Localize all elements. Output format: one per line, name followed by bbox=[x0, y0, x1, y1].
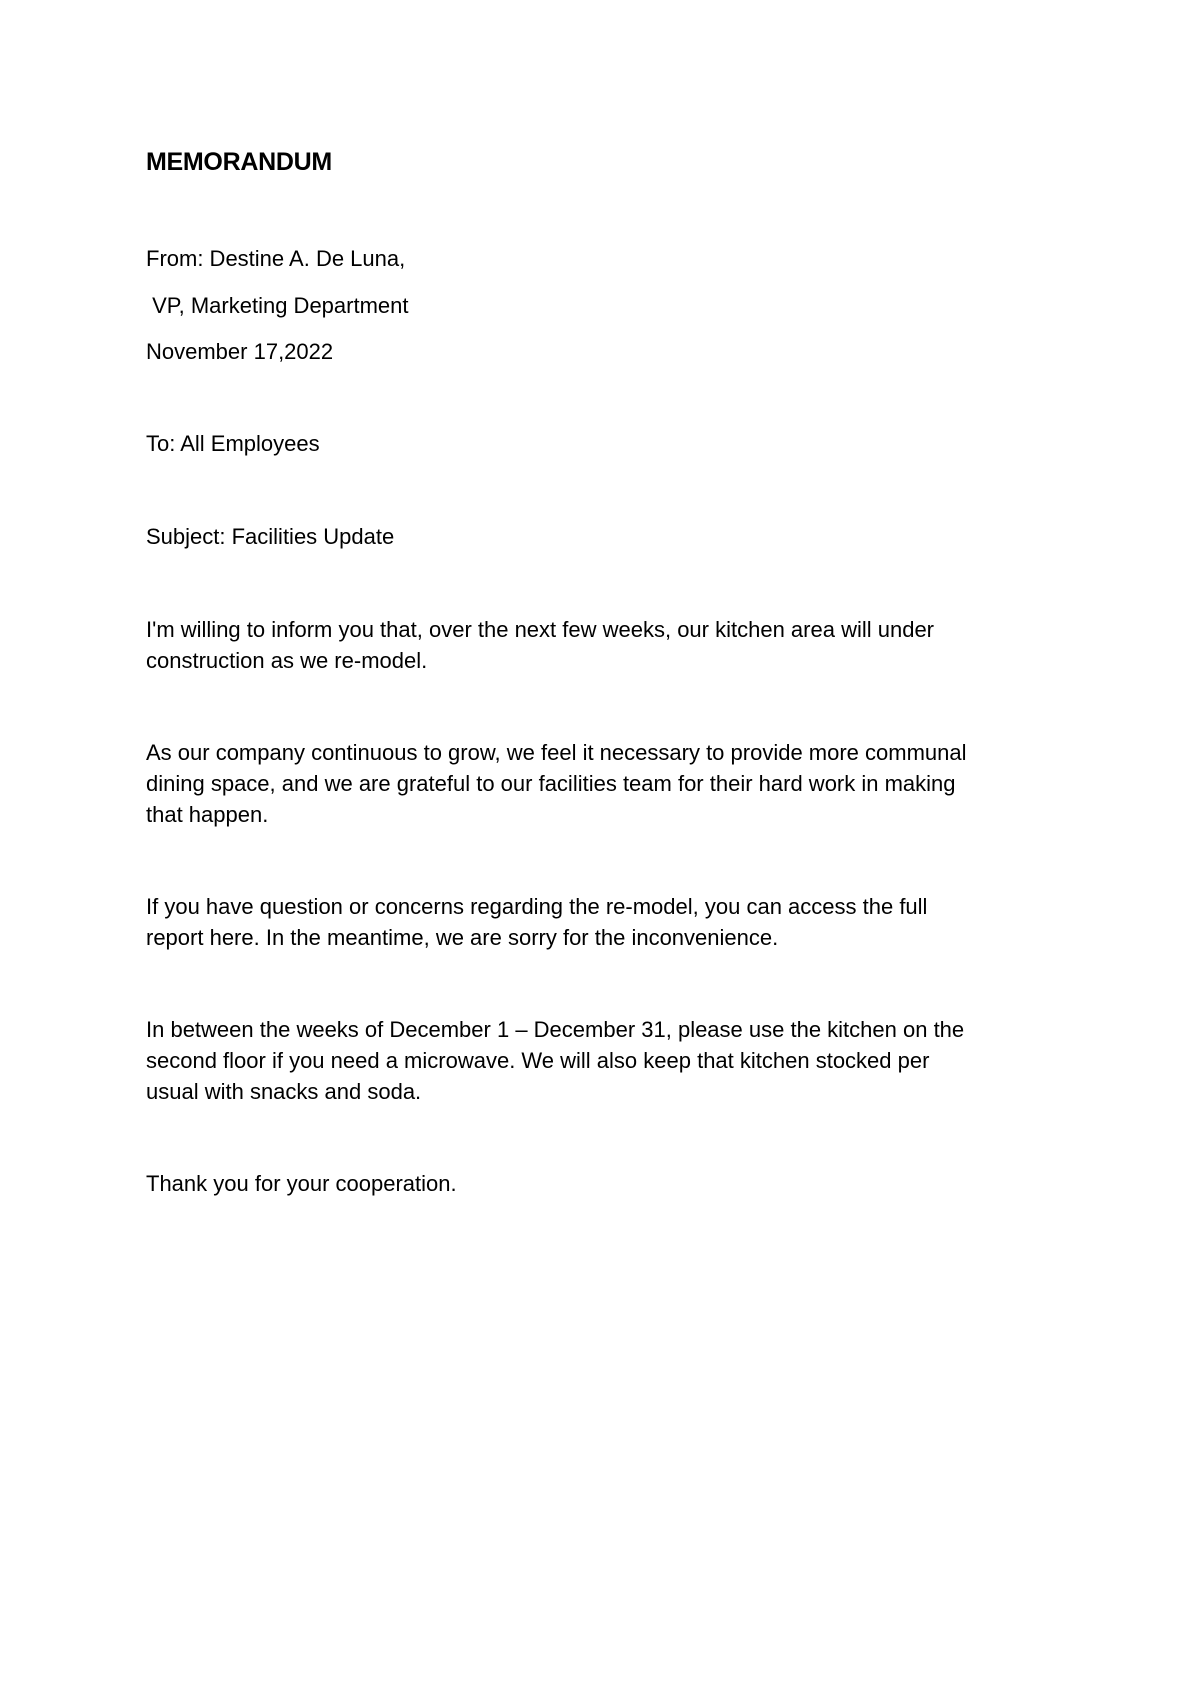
body-paragraph bbox=[146, 891, 1066, 953]
paragraph-line: In between the weeks of December 1 – December 31, please use the kitchen on the bbox=[146, 1017, 965, 1042]
memo-date: November 17,2022 bbox=[146, 339, 334, 364]
paragraph-line: I'm willing to inform you that, over the next few weeks, our kitchen area will under bbox=[146, 617, 935, 642]
paragraph-line: that happen. bbox=[146, 802, 269, 827]
subject-line: Subject: Facilities Update bbox=[146, 524, 395, 549]
paragraph-line: If you have question or concerns regarding the re-model, you can access the full bbox=[146, 894, 928, 919]
paragraph-line: second floor if you need a microwave. We will also keep that kitchen stocked per bbox=[146, 1048, 930, 1073]
memo-title: MEMORANDUM bbox=[146, 148, 332, 176]
sender-position: VP, Marketing Department bbox=[146, 293, 409, 318]
paragraph-line: construction as we re-model. bbox=[146, 648, 428, 673]
body-paragraph bbox=[146, 1014, 1066, 1107]
paragraph-line: As our company continuous to grow, we feel it necessary to provide more communal bbox=[146, 740, 967, 765]
to-line: To: All Employees bbox=[146, 431, 320, 456]
paragraph-line: dining space, and we are grateful to our facilities team for their hard work in making bbox=[146, 771, 956, 796]
paragraph-line: usual with snacks and soda. bbox=[146, 1079, 422, 1104]
closing-line: Thank you for your cooperation. bbox=[146, 1171, 457, 1196]
body-paragraph bbox=[146, 737, 1066, 830]
from-line: From: Destine A. De Luna, bbox=[146, 246, 406, 271]
paragraph-line: report here. In the meantime, we are sorry for the inconvenience. bbox=[146, 925, 779, 950]
body-paragraph bbox=[146, 614, 1066, 676]
